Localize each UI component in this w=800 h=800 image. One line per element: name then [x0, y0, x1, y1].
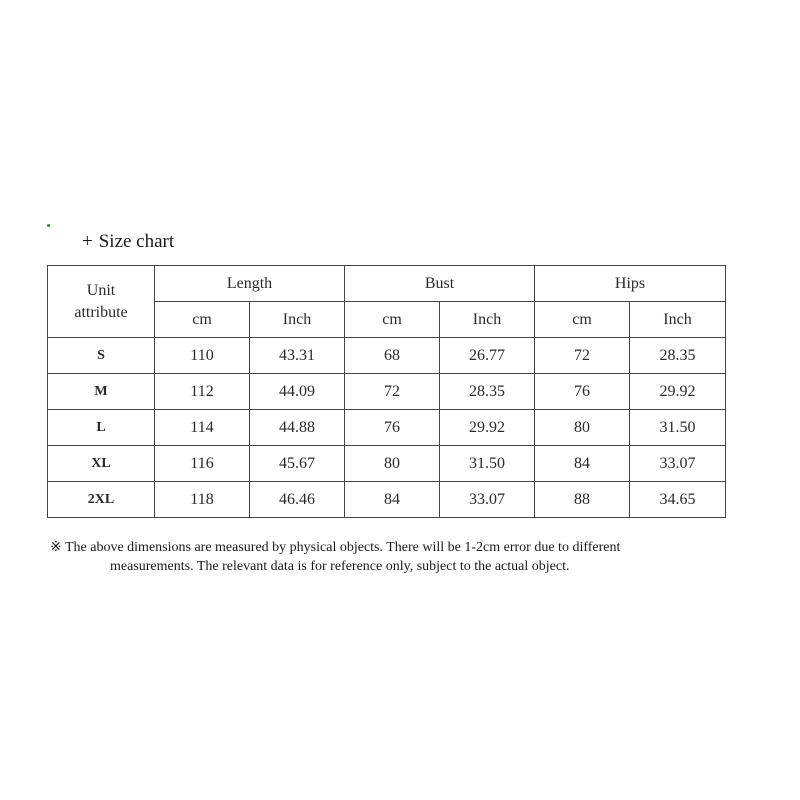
table-cell: 29.92 — [630, 374, 726, 410]
group-header-length: Length — [155, 266, 345, 302]
table-row — [48, 410, 726, 446]
table-cell: 46.46 — [250, 482, 345, 518]
page-title — [82, 230, 174, 254]
subheader-cell: Inch — [630, 302, 726, 338]
table-row — [48, 482, 726, 518]
table-header-row — [48, 266, 726, 302]
table-cell: 118 — [155, 482, 250, 518]
table-cell: 80 — [345, 446, 440, 482]
table-cell: 76 — [535, 374, 630, 410]
unit-attribute-header: Unit attribute — [48, 266, 155, 338]
size-label: M — [48, 374, 155, 410]
table-cell: 110 — [155, 338, 250, 374]
group-header-bust: Bust — [345, 266, 535, 302]
table-cell: 80 — [535, 410, 630, 446]
table-cell: 44.88 — [250, 410, 345, 446]
table-cell: 114 — [155, 410, 250, 446]
note-line-2: measurements. The relevant data is for reference only, subject to the actual object. — [110, 559, 570, 574]
subheader-cell: cm — [345, 302, 440, 338]
table-cell: 45.67 — [250, 446, 345, 482]
subheader-cell: Inch — [250, 302, 345, 338]
table-row — [48, 374, 726, 410]
table-row — [48, 338, 726, 374]
size-chart-table — [47, 265, 726, 518]
size-label: 2XL — [48, 482, 155, 518]
table-cell: 68 — [345, 338, 440, 374]
table-cell: 31.50 — [440, 446, 535, 482]
size-label: L — [48, 410, 155, 446]
table-cell: 88 — [535, 482, 630, 518]
table-cell: 29.92 — [440, 410, 535, 446]
subheader-cell: Inch — [440, 302, 535, 338]
table-row — [48, 446, 726, 482]
table-cell: 112 — [155, 374, 250, 410]
table-cell: 76 — [345, 410, 440, 446]
table-cell: 84 — [345, 482, 440, 518]
subheader-cell: cm — [155, 302, 250, 338]
table-cell: 43.31 — [250, 338, 345, 374]
table-cell: 33.07 — [630, 446, 726, 482]
size-label: S — [48, 338, 155, 374]
table-cell: 72 — [535, 338, 630, 374]
table-cell: 31.50 — [630, 410, 726, 446]
note-line-1: ※ The above dimensions are measured by physical objects. There will be 1-2cm error due to different — [50, 540, 621, 555]
table-cell: 72 — [345, 374, 440, 410]
plus-icon: + — [82, 231, 93, 252]
disclaimer-note — [50, 538, 750, 576]
table-cell: 28.35 — [630, 338, 726, 374]
table-cell: 34.65 — [630, 482, 726, 518]
table-cell: 26.77 — [440, 338, 535, 374]
table-cell: 116 — [155, 446, 250, 482]
green-dot-mark — [47, 224, 50, 227]
table-cell: 28.35 — [440, 374, 535, 410]
table-cell: 33.07 — [440, 482, 535, 518]
table-cell: 44.09 — [250, 374, 345, 410]
table-cell: 84 — [535, 446, 630, 482]
subheader-cell: cm — [535, 302, 630, 338]
title-text: Size chart — [98, 231, 175, 252]
size-label: XL — [48, 446, 155, 482]
group-header-hips: Hips — [535, 266, 726, 302]
